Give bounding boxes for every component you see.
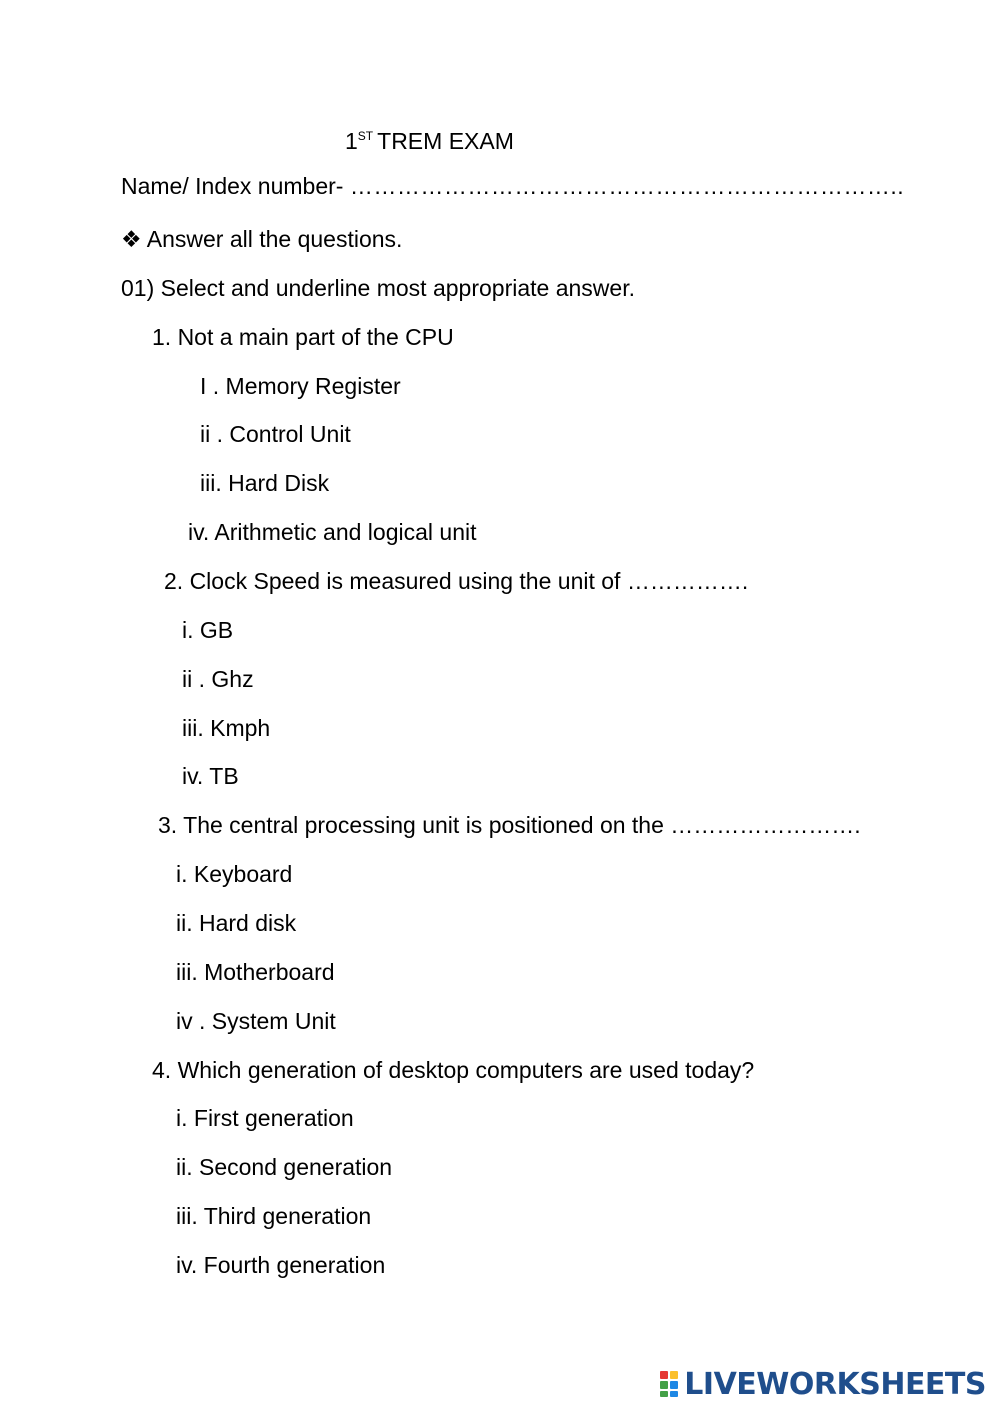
- question-3-option-3[interactable]: iii. Motherboard: [176, 959, 335, 985]
- section-heading: 01) Select and underline most appropriate answer.: [121, 275, 635, 301]
- question-1-option-1[interactable]: I . Memory Register: [200, 373, 401, 399]
- question-2: 2. Clock Speed is measured using the unit of …………….: [164, 568, 749, 594]
- question-4-option-4[interactable]: iv. Fourth generation: [176, 1252, 386, 1278]
- instruction-text: Answer all the questions.: [146, 226, 403, 252]
- logo-square-green: [660, 1381, 668, 1389]
- question-4-option-1[interactable]: i. First generation: [176, 1105, 354, 1131]
- question-3: 3. The central processing unit is positioned on the …………………….: [158, 812, 861, 838]
- question-3-option-2[interactable]: ii. Hard disk: [176, 910, 297, 936]
- question-2-option-2[interactable]: ii . Ghz: [182, 666, 254, 692]
- name-index-blank[interactable]: ……………………………………………………………..: [349, 173, 905, 199]
- title-number: 1: [345, 128, 358, 154]
- question-1-option-4[interactable]: iv. Arithmetic and logical unit: [188, 519, 477, 545]
- question-1: 1. Not a main part of the CPU: [152, 324, 454, 350]
- liveworksheets-wordmark: LIVEWORKSHEETS: [684, 1366, 986, 1402]
- liveworksheets-logo-icon: [660, 1371, 680, 1397]
- name-index-label: Name/ Index number-: [121, 173, 344, 199]
- question-3-option-4[interactable]: iv . System Unit: [176, 1008, 336, 1034]
- exam-title: [345, 122, 514, 155]
- name-index-line: [121, 172, 904, 200]
- title-text: TREM EXAM: [377, 128, 514, 154]
- title-superscript: ST: [357, 129, 374, 143]
- liveworksheets-logo: [660, 1366, 986, 1402]
- question-1-option-2[interactable]: ii . Control Unit: [200, 421, 351, 447]
- logo-square-yellow: [670, 1371, 678, 1379]
- question-4-option-3[interactable]: iii. Third generation: [176, 1203, 372, 1229]
- logo-square-blue-2: [670, 1391, 678, 1397]
- logo-square-blue: [670, 1381, 678, 1389]
- logo-square-green-2: [660, 1391, 668, 1397]
- question-4-option-2[interactable]: ii. Second generation: [176, 1154, 393, 1180]
- question-2-option-3[interactable]: iii. Kmph: [182, 715, 271, 741]
- instruction-line: [121, 225, 402, 253]
- logo-square-red: [660, 1371, 668, 1379]
- diamond-bullet-icon: ❖: [121, 226, 142, 252]
- question-2-option-1[interactable]: i. GB: [182, 617, 234, 643]
- question-1-option-3[interactable]: iii. Hard Disk: [200, 470, 330, 496]
- question-2-option-4[interactable]: iv. TB: [182, 763, 239, 789]
- question-4: 4. Which generation of desktop computers are used today?: [152, 1057, 755, 1083]
- question-3-option-1[interactable]: i. Keyboard: [176, 861, 293, 887]
